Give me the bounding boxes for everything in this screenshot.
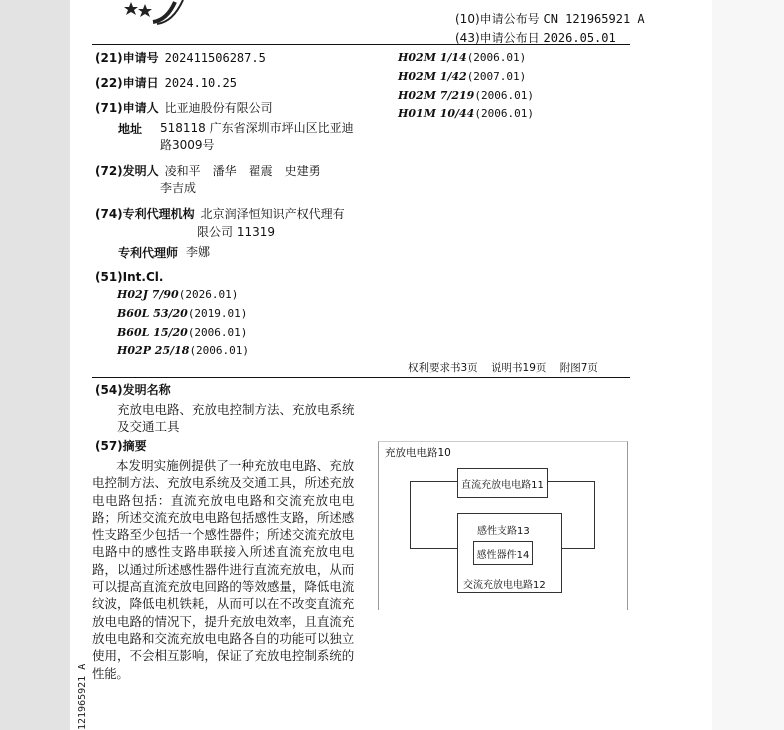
agency-line-2: 限公司 11319: [197, 225, 275, 239]
inductive-branch-label: 感性支路13: [477, 526, 530, 537]
publication-number: [455, 10, 645, 27]
agent-label: 专利代理师: [118, 246, 179, 260]
drawings-count: 附图7页: [559, 362, 598, 374]
claims-count: 权利要求书3页: [408, 362, 478, 374]
ipc-left-item: H02P 25/18(2006.01): [117, 344, 250, 357]
applicant-value: 比亚迪股份有限公司: [164, 101, 273, 115]
figure-title: 充放电电路10: [385, 447, 451, 459]
pub-date-label: (43)申请公布日: [455, 31, 540, 45]
ipc-right-item: H01M 10/44(2006.01): [398, 107, 534, 120]
ipc-left-item: H02J 7/90(2026.01): [117, 288, 239, 301]
inductive-device-box: 感性器件14: [473, 541, 533, 565]
address-line-1: 518118 广东省深圳市坪山区比亚迪: [160, 121, 354, 135]
side-publication-number: [74, 660, 88, 730]
agency-row: [95, 206, 345, 223]
agent-value: 李娜: [186, 245, 211, 259]
side-pubno-text: 121965921 A: [77, 663, 88, 730]
application-date-row: [95, 75, 237, 92]
inventor-row: [95, 163, 321, 180]
invention-title: 充放电电路、充放电控制方法、充放电系统及交通工具: [117, 402, 355, 434]
intcl-label: (51)Int.Cl.: [95, 270, 164, 284]
abstract-heading: [95, 438, 147, 455]
applicant-label: (71)申请人: [95, 101, 159, 115]
agency-label: (74)专利代理机构: [95, 207, 195, 221]
header-divider: [92, 44, 630, 45]
connector-line: [594, 481, 595, 549]
pub-no-value: CN 121965921 A: [543, 12, 645, 26]
viewer-background: [712, 0, 784, 730]
abstract-text: 本发明实施例提供了一种充放电电路、充放电控制方法、充放电系统及交通工具，所述充放电电路包括：直流充放电电路和交流充放电电路；所述交流充放电电路包括感性支路，所述感性支路至少包括一个感性器件；所述交流充放电电路中的感性支路串联接入所述直流充放电电路，以通过所述感性器件进行直流充放电，从而可以提高直流充放电回路的等效感量，降低电流纹波，降低电机铁耗，从而可以在不改变直流充放电电路的情况下，提升充放电效率，且直流充放电电路和交流充放电电路各自的功能可以独立使用，不会相互影响，保证了充放电控制系统的性能。: [92, 458, 354, 681]
ipc-left-item: B60L 15/20(2006.01): [117, 326, 248, 339]
connector-line: [560, 548, 595, 549]
connector-line: [410, 548, 458, 549]
description-count: 说明书19页: [491, 362, 547, 374]
ipc-left-item: B60L 53/20(2019.01): [117, 307, 248, 320]
dc-circuit-box: 直流充放电电路11: [457, 468, 548, 498]
ipc-right-item: H02M 1/14(2006.01): [398, 51, 527, 64]
inventor-line-1: 凌和平 潘华 翟震 史建勇: [164, 164, 321, 178]
address-label: 地址: [118, 122, 143, 136]
ac-circuit-label: 交流充放电电路12: [463, 580, 546, 591]
address-line-2: 路3009号: [160, 138, 215, 152]
inventor-label: (72)发明人: [95, 164, 159, 178]
section-divider: [92, 377, 630, 378]
title-label: (54)发明名称: [95, 383, 171, 397]
app-no-value: 202411506287.5: [164, 51, 266, 65]
application-number-row: [95, 50, 266, 67]
inventor-line-2: 李吉成: [160, 181, 197, 195]
pub-no-label: (10)申请公布号: [455, 12, 540, 26]
app-no-label: (21)申请号: [95, 51, 159, 65]
ipc-right-item: H02M 7/219(2006.01): [398, 89, 534, 102]
pub-date-value: 2026.05.01: [543, 31, 616, 45]
abstract-label: (57)摘要: [95, 439, 147, 453]
app-date-label: (22)申请日: [95, 76, 159, 90]
cnipa-emblem-icon: [123, 0, 187, 26]
connector-line: [410, 481, 458, 482]
ipc-right-item: H02M 1/42(2007.01): [398, 70, 527, 83]
page-counts: [408, 360, 608, 375]
intcl-row: [95, 269, 163, 286]
connector-line: [410, 481, 411, 549]
app-date-value: 2024.10.25: [164, 76, 237, 90]
agency-line-1: 北京润泽恒知识产权代理有: [200, 207, 345, 221]
invention-title-heading: [95, 382, 171, 399]
applicant-row: [95, 100, 273, 117]
connector-line: [546, 481, 594, 482]
